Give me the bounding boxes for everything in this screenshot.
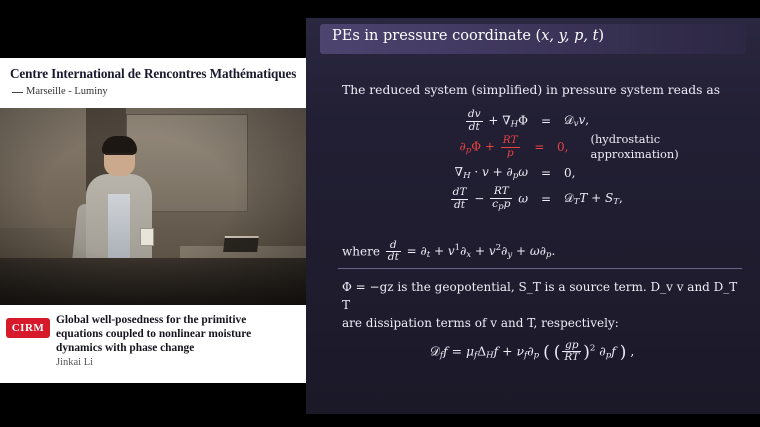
talk-title-line-2: equations coupled to nonlinear moisture	[56, 328, 252, 340]
equation-2-lhs: $\partial_p\Phi$ + $\frac{RT}{p}$	[459, 134, 518, 159]
equation-4-lhs: $\frac{dT}{dt}$ − $\frac{RT}{c_pp}$ ω	[452, 185, 528, 212]
talk-title	[56, 313, 301, 355]
dissipation-equation: 𝒟$_f$f = $\mu_f\Delta_Hf + \nu_f\partial_p$ ( ( $\frac{gp}{RT}$ )$^2$ $\partial_pf$ ) ,	[430, 339, 635, 364]
paragraph-line-2: are dissipation terms of v and T, respectively:	[342, 316, 619, 330]
divider	[338, 268, 742, 269]
speaker-video[interactable]	[0, 108, 306, 305]
cirm-logo	[6, 315, 50, 341]
slide-title-bar	[320, 24, 746, 54]
header-dash	[12, 92, 23, 93]
where-label: where	[342, 244, 380, 259]
photo-vignette	[0, 108, 306, 305]
slide-title-close: )	[598, 28, 605, 44]
left-panel	[0, 0, 306, 427]
equation-1-lhs: $\frac{dv}{dt}$ + $\nabla_H\Phi$	[467, 108, 528, 133]
conference-header	[0, 58, 306, 108]
equation-2-equals: =	[534, 139, 545, 154]
conference-title: Centre International de Rencontres Mathématiques	[10, 66, 297, 81]
equation-3-equals: =	[540, 165, 552, 180]
talk-author: Jinkai Li	[56, 357, 94, 368]
equation-4-equals: =	[540, 191, 552, 206]
equation-block	[356, 108, 746, 212]
equation-row-3	[356, 160, 746, 186]
slide-title-vars: x, y, p, t	[541, 28, 599, 44]
equation-1-equals: =	[540, 113, 552, 128]
talk-title-line-3: dynamics with phase change	[56, 342, 195, 354]
where-line	[342, 240, 555, 264]
equation-1-rhs: 𝒟$_v$v,	[564, 112, 590, 129]
slide-paragraph	[342, 278, 742, 332]
equation-3-lhs: $\nabla_H \cdot v + \partial_p\omega$	[454, 164, 528, 181]
slide-title-text	[332, 28, 604, 44]
paragraph-line-1: Φ = −gz is the geopotential, S_T is a source term. D_v v and D_T T	[342, 280, 738, 312]
equation-row-2	[356, 131, 746, 161]
equation-4-rhs: 𝒟$_T$T + $S_T$,	[564, 190, 623, 207]
talk-caption	[0, 305, 306, 383]
equation-row-4	[356, 186, 746, 212]
conference-subtitle: Marseille - Luminy	[26, 86, 108, 97]
where-equation: $\frac{d}{dt}$ = $\partial_t + v^1\partial_x + v^2\partial_y + \omega\partial_p$.	[387, 239, 556, 264]
slide-panel	[306, 18, 760, 414]
logo-text: CIRM	[11, 322, 45, 334]
talk-title-line-1: Global well-posedness for the primitive	[56, 314, 247, 326]
equation-row-1	[356, 108, 746, 134]
equation-3-rhs: 0,	[564, 165, 576, 180]
equation-2-rhs: 0,	[557, 139, 569, 154]
hydrostatic-note: (hydrostatic approximation)	[590, 131, 679, 161]
slide-intro: The reduced system (simplified) in pressure system reads as	[342, 83, 721, 97]
slide-title-plain: PEs in pressure coordinate (	[332, 28, 542, 44]
